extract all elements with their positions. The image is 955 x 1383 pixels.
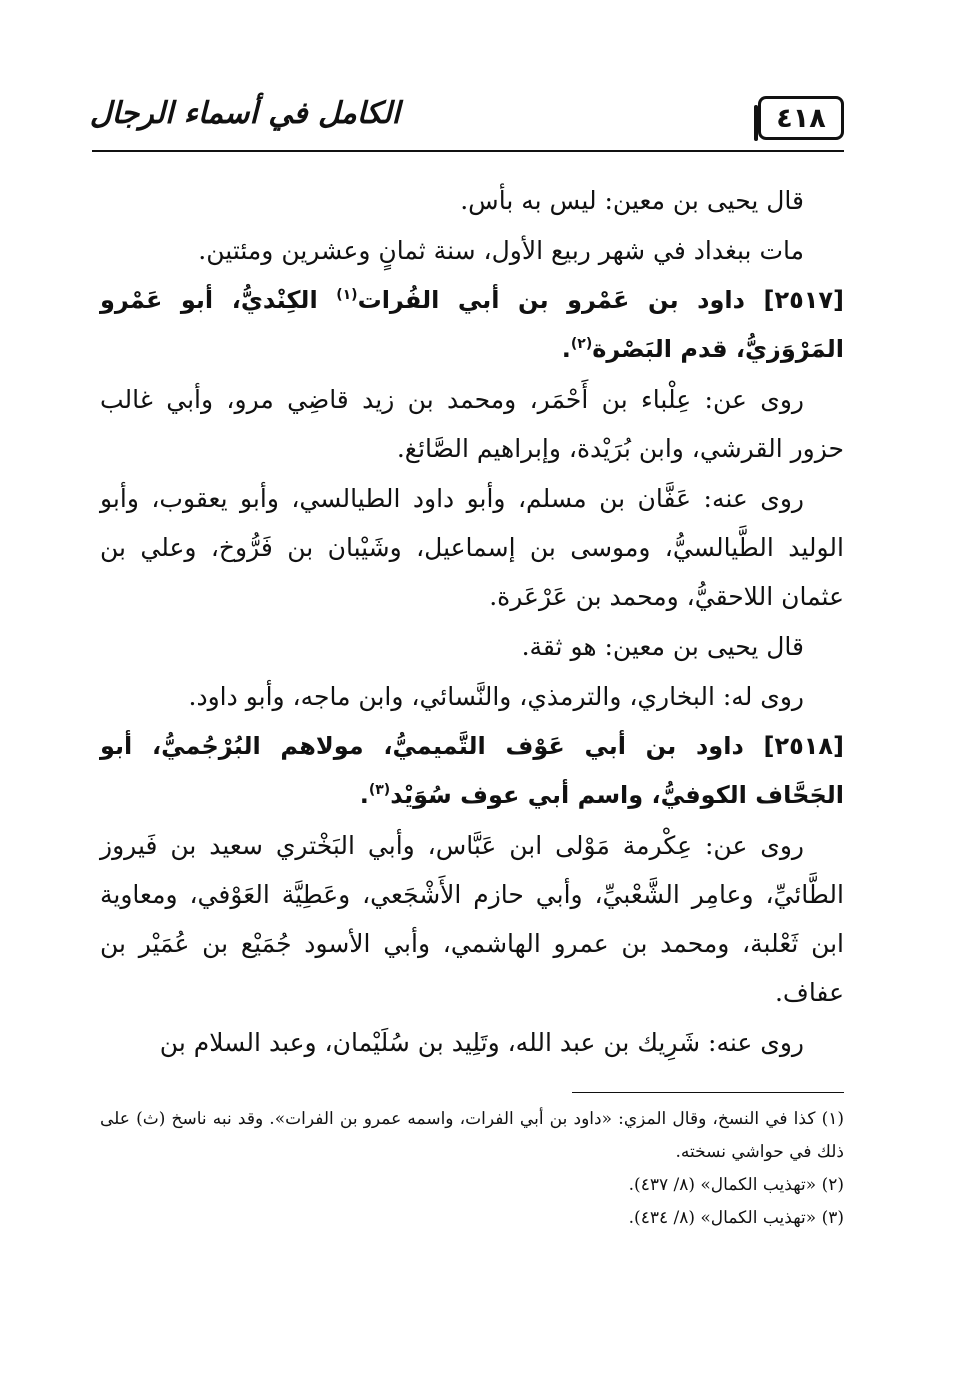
paragraph: روى عنه: شَرِيك بن عبد الله، وتَلِيد بن سُلَيْمان، وعبد السلام بن (159, 1028, 804, 1057)
entry-heading-2518 (100, 722, 844, 820)
book-title: الكامل في أسماء الرجال (89, 96, 400, 131)
entry-heading-text: الكِنْديُّ، أبو عَمْرو المَرْوَزيُّ، قدم البَصْرة (100, 286, 844, 363)
footnote-2: (٢) «تهذيب الكمال» (٨/ ٤٣٧). (628, 1175, 844, 1195)
footnote-1: (١) كذا في النسخ، وقال المزي: «داود بن أبي الفرات، واسمه عمرو بن الفرات». وقد نبه ناسخ (ث) على ذلك في حواشي نسخته. (100, 1109, 844, 1162)
paragraph: روى عن: عِكْرمة مَوْلى ابن عَبَّاس، وأبي البَخْتري سعيد بن فَيروز الطَّائيِّ، وعامِر الشَّعْبيِّ، وأبي حازم الأَشْجَعي، وعَطِيَّة العَوْفي، ومعاوية ابن ثَعْلبة، ومحمد بن عمرو الهاشمي، وأبي الأسود جُمَيْع بن عُمَيْر بن عفاف. (100, 831, 844, 1007)
footnote-divider (572, 1092, 844, 1093)
paragraph: روى عنه: عَفَّان بن مسلم، وأبو داود الطيالسي، وأبو يعقوب، وأبو الوليد الطَّيالسيُّ، وموسى بن إسماعيل، وشَيْبان بن فَرُّوخ، وعلي بن عثمان اللاحقيُّ، ومحمد بن عَرْعَرة. (100, 484, 844, 611)
paragraph: قال يحيى بن معين: ليس به بأس. (460, 186, 804, 215)
page-body (100, 176, 844, 1068)
paragraph: مات ببغداد في شهر ربيع الأول، سنة ثمانٍ وعشرين ومئتين. (198, 236, 804, 265)
page-number (758, 96, 844, 140)
page-number-text: ٤١٨ (776, 102, 826, 134)
footnotes (100, 1092, 844, 1235)
footnote-ref: (١) (336, 287, 358, 303)
footnote-ref: (٣) (368, 782, 391, 798)
page-header (89, 88, 844, 154)
entry-heading-end: . (561, 335, 571, 363)
entry-heading-end: . (359, 781, 369, 809)
entry-heading-2517 (100, 276, 844, 374)
entry-heading-text: [٢٥١٨] داود بن أبي عَوْف التَّميميُّ، مولاهم البُرْجُميُّ، أبو الجَحَّاف الكوفيُّ، واسم أبي عوف سُوَيْد (100, 732, 844, 809)
header-divider (92, 150, 844, 152)
footnote-ref: (٢) (570, 336, 593, 352)
footnote-3: (٣) «تهذيب الكمال» (٨/ ٤٣٤). (628, 1208, 844, 1228)
paragraph: روى عن: عِلْباء بن أَحْمَر، ومحمد بن زيد قاضِي مرو، وأبي غالب حزور القرشي، وابن بُرَيْدة، وإبراهيم الصَّائغ. (100, 385, 844, 463)
paragraph: روى له: البخاري، والترمذي، والنَّسائي، وابن ماجه، وأبو داود. (188, 682, 804, 711)
paragraph: قال يحيى بن معين: هو ثقة. (521, 632, 804, 661)
entry-heading-text: [٢٥١٧] داود بن عَمْرو بن أبي الفُرات (357, 286, 844, 314)
